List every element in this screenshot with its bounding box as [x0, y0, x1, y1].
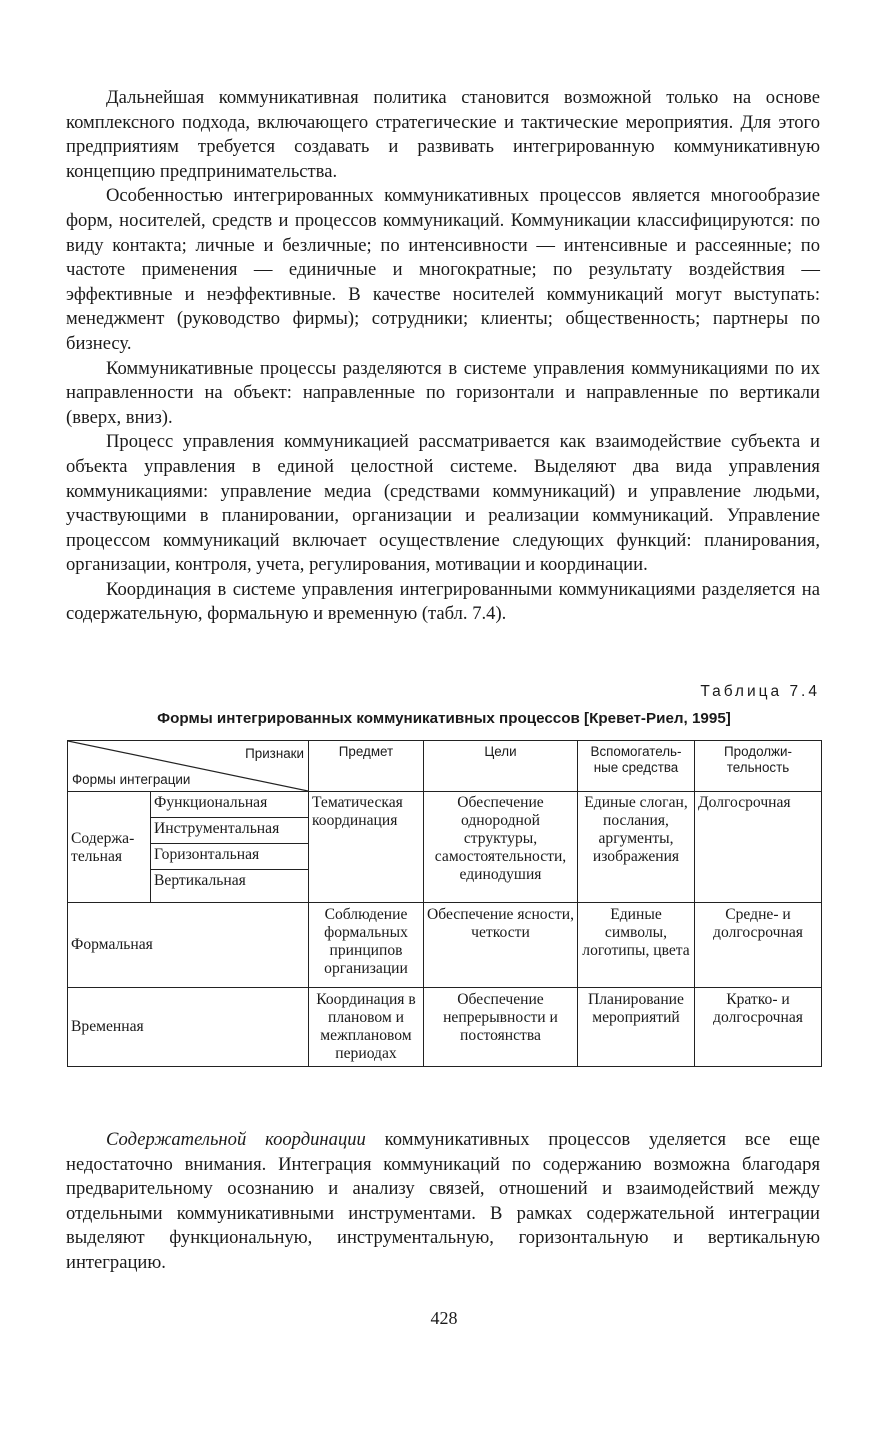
table-row [68, 792, 822, 818]
content-subject-cell: Тематическая координация [309, 792, 424, 903]
table-title: Формы интегрированных коммуникативных процессов [Кревет-Риел, 1995] [157, 710, 731, 727]
header-diagonal-cell [68, 741, 309, 792]
header-aux: Вспомогатель-ные средства [578, 741, 695, 792]
row-name-cell: Временная [68, 988, 309, 1067]
integration-forms-table [67, 740, 822, 1067]
subtype-cell: Инструментальная [151, 818, 309, 844]
italic-term: Содержательной координации [106, 1129, 366, 1150]
content-duration-cell: Долгосрочная [695, 792, 822, 903]
header-goals: Цели [424, 741, 578, 792]
paragraph: Дальнейшая коммуникативная политика становится возможной только на основе комплексного подхода, включающего стратегические и тактические мероприятия. Для этого предприятиям требуется создавать и развивать интегрированную коммуникативную концепцию предпринимательства. [66, 87, 820, 182]
group-content-name: Содержа-тельная [68, 792, 151, 903]
row-goals-cell: Обеспечение непрерывности и постоянства [424, 988, 578, 1067]
header-subject: Предмет [309, 741, 424, 792]
subtype-cell: Горизонтальная [151, 844, 309, 870]
body-text-top [66, 86, 820, 627]
table-label: Таблица 7.4 [700, 683, 820, 700]
paragraph: Особенностью интегрированных коммуникативных процессов является многообразие форм, носителей, средств и процессов коммуникаций. Коммуникации классифицируются: по виду контакта; личные и безличные; по интенсивности — интенсивные и рассеянные; по частоте применения — единичные и многократные; по результату воздействия — эффективные и неэффективные. В качестве носителей коммуникаций могут выступать: менеджмент (руководство фирмы); сотрудники; клиенты; общественность; партнеры по бизнесу. [66, 185, 820, 354]
row-subject-cell: Соблюдение формальных принципов организации [309, 903, 424, 988]
page-number: 428 [430, 1308, 458, 1328]
body-text-bottom [66, 1128, 820, 1276]
paragraph-text: коммуникативных процессов уделяется все еще недостаточно внимания. Интеграция коммуникаций по содержанию возможна благодаря предварительному осознанию и анализу связей, отношений и взаимодействий между отдельными коммуникативными инструментами. В рамках содержательной интеграции выделяют функциональную, инструментальную, горизонтальную и вертикальную интеграцию. [66, 1129, 820, 1273]
paragraph: Процесс управления коммуникацией рассматривается как взаимодействие субъекта и объекта управления в единой целостной системе. Выделяют два вида управления коммуникациями: управление медиа (средствами коммуникаций) и управление людьми, участвующими в планировании, организации и реализации коммуникаций. Управление процессом коммуникаций включает осуществление следующих функций: планирования, организации, контроля, учета, регулирования, мотивации и координации. [66, 431, 820, 576]
row-name-cell: Формальная [68, 903, 309, 988]
content-aux-cell: Единые слоган, послания, аргументы, изображения [578, 792, 695, 903]
row-goals-cell: Обеспечение ясности, четкости [424, 903, 578, 988]
header-integration-forms: Формы интеграции [72, 772, 191, 787]
header-features: Признаки [245, 746, 304, 761]
paragraph: Коммуникативные процессы разделяются в системе управления коммуникациями по их направленности на объект: направленные по горизонтали и направленные по вертикали (вверх, вниз). [66, 357, 820, 428]
paragraph: Координация в системе управления интегрированными коммуникациями разделяется на содержательную, формальную и временную (табл. 7.4). [66, 578, 820, 625]
content-goals-cell: Обеспечение однородной структуры, самостоятельности, единодушия [424, 792, 578, 903]
row-duration-cell: Средне- и долгосрочная [695, 903, 822, 988]
table-row [68, 903, 822, 988]
row-aux-cell: Единые символы, логотипы, цвета [578, 903, 695, 988]
header-duration: Продолжи-тельность [695, 741, 822, 792]
paragraph [66, 1128, 820, 1276]
row-duration-cell: Кратко- и долгосрочная [695, 988, 822, 1067]
table-header-row [68, 741, 822, 792]
table-row [68, 988, 822, 1067]
subtype-cell: Функциональная [151, 792, 309, 818]
row-subject-cell: Координация в плановом и межплановом периодах [309, 988, 424, 1067]
row-aux-cell: Планирование мероприятий [578, 988, 695, 1067]
subtype-cell: Вертикальная [151, 870, 309, 903]
